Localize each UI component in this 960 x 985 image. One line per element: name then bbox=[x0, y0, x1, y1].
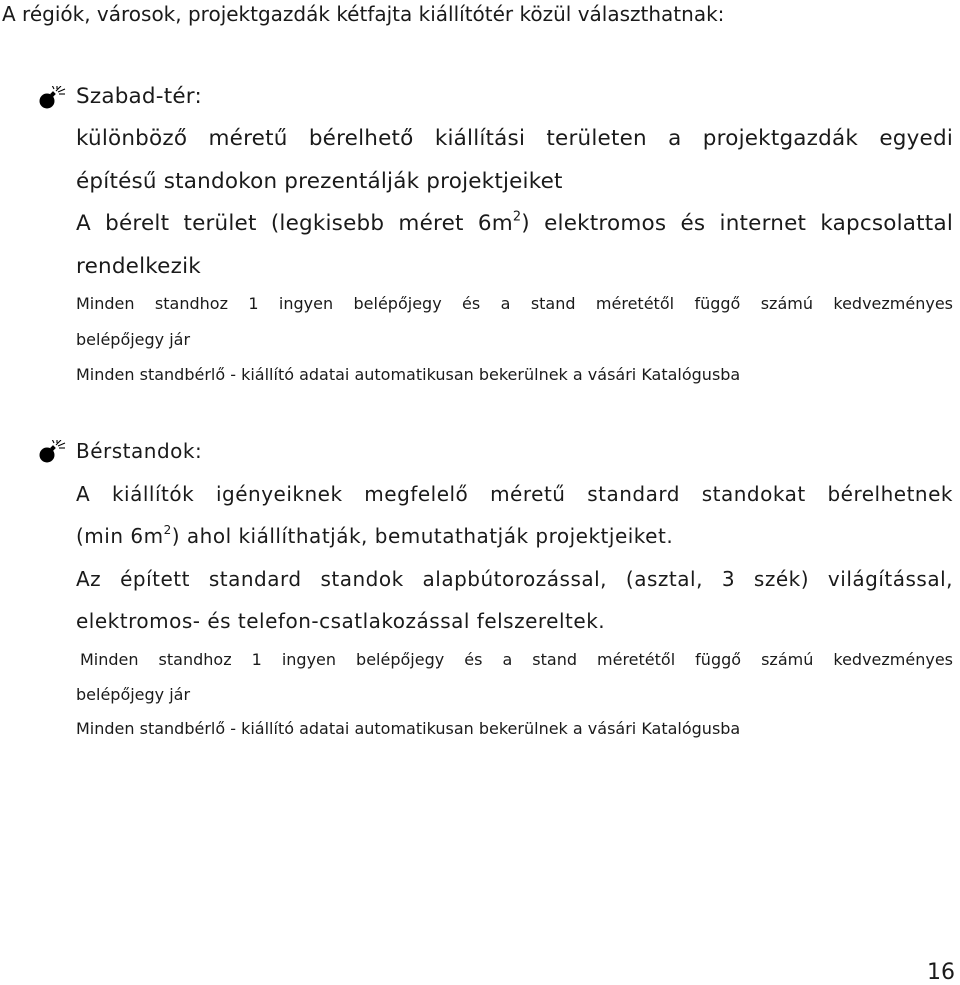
section2-para1-text-b: ) ahol kiállíthatják, bemutathatják projektjeiket. bbox=[171, 524, 674, 548]
section1-heading: Szabad-tér: bbox=[76, 84, 202, 109]
section2-heading: Bérstandok: bbox=[76, 439, 203, 463]
section1-para3-line2: belépőjegy jár bbox=[76, 330, 191, 349]
squared-superscript: 2 bbox=[512, 209, 522, 225]
section1-para2-text-a: A bérelt terület (legkisebb méret 6m bbox=[76, 211, 513, 236]
section1-para4: Minden standbérlő - kiállító adatai automatikusan bekerülnek a vásári Katalógusba bbox=[76, 365, 741, 384]
section1-para1-line1: különböző méretű bérelhető kiállítási területen a projektgazdák egyedi bbox=[76, 126, 953, 151]
intro-text: A régiók, városok, projektgazdák kétfajta kiállítótér közül választhatnak: bbox=[2, 2, 725, 26]
section2-para2-line2: elektromos- és telefon-csatlakozással felszereltek. bbox=[76, 609, 606, 633]
section1-para1-line2: építésű standokon prezentálják projektjeiket bbox=[76, 169, 563, 194]
squared-superscript: 2 bbox=[163, 523, 172, 537]
section1-para2-line1 bbox=[76, 211, 953, 236]
section2-para1-line1: A kiállítók igényeiknek megfelelő méretű standard standokat bérelhetnek bbox=[76, 482, 953, 506]
bomb-icon bbox=[38, 440, 68, 464]
section2-para2-line1: Az épített standard standok alapbútorozással, (asztal, 3 szék) világítással, bbox=[76, 567, 953, 591]
page-number: 16 bbox=[927, 960, 955, 985]
section2-para3-line2: belépőjegy jár bbox=[76, 685, 191, 704]
section2-para1-text-a: (min 6m bbox=[76, 524, 164, 548]
section2-para1-line2 bbox=[76, 524, 673, 548]
section2-para4: Minden standbérlő - kiállító adatai automatikusan bekerülnek a vásári Katalógusba bbox=[76, 719, 741, 738]
section1-para2-line2: rendelkezik bbox=[76, 254, 201, 279]
section2-para3-line1: Minden standhoz 1 ingyen belépőjegy és a stand méretétől függő számú kedvezményes bbox=[80, 650, 953, 669]
bomb-icon bbox=[38, 86, 68, 110]
section1-para3-line1: Minden standhoz 1 ingyen belépőjegy és a stand méretétől függő számú kedvezményes bbox=[76, 294, 953, 313]
section1-para2-text-b: ) elektromos és internet kapcsolattal bbox=[521, 211, 953, 236]
